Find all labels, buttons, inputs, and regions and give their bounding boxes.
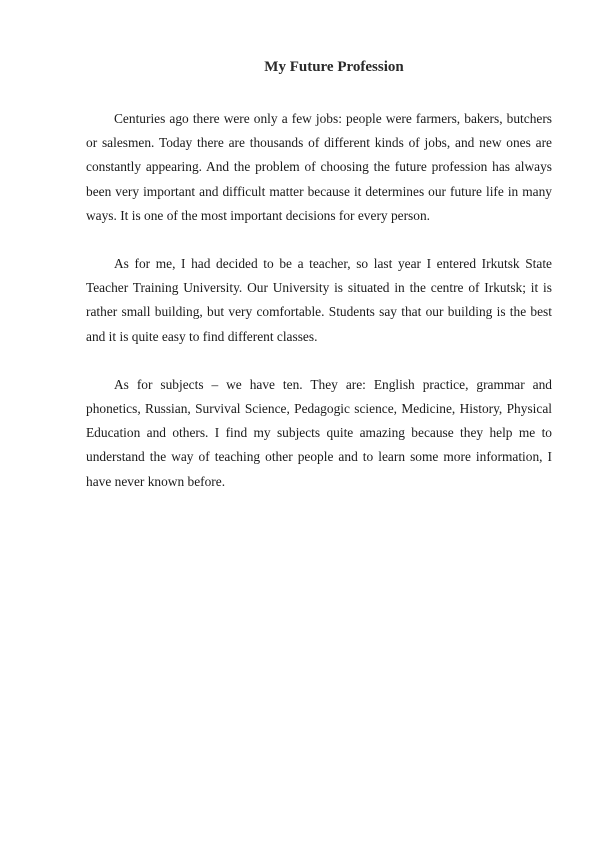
paragraph-1: Centuries ago there were only a few jobs: people were farmers, bakers, butchers or salesmen. Today there are thousands of different kinds of jobs, and new ones are constantly appearing. And the problem of choosing the future profession has always been very important and difficult matter because it determines our future life in many ways. It is one of the most important decisions for every person. bbox=[86, 111, 552, 223]
paragraph-3: As for subjects – we have ten. They are: English practice, grammar and phonetics, Russian, Survival Science, Pedagogic science, Medicine, History, Physical Education and others. I find my subjects quite amazing because they help me to understand the way of teaching other people and to learn some more information, I have never known before. bbox=[86, 376, 552, 489]
document-body bbox=[86, 107, 552, 518]
page-title: My Future Profession bbox=[264, 59, 404, 75]
paragraph-2: As for me, I had decided to be a teacher, so last year I entered Irkutsk State Teacher Training University. Our University is situated in the centre of Irkutsk; it is rather small building, but very comfortable. Students say that our building is the best and it is quite easy to find different classes. bbox=[86, 256, 552, 344]
